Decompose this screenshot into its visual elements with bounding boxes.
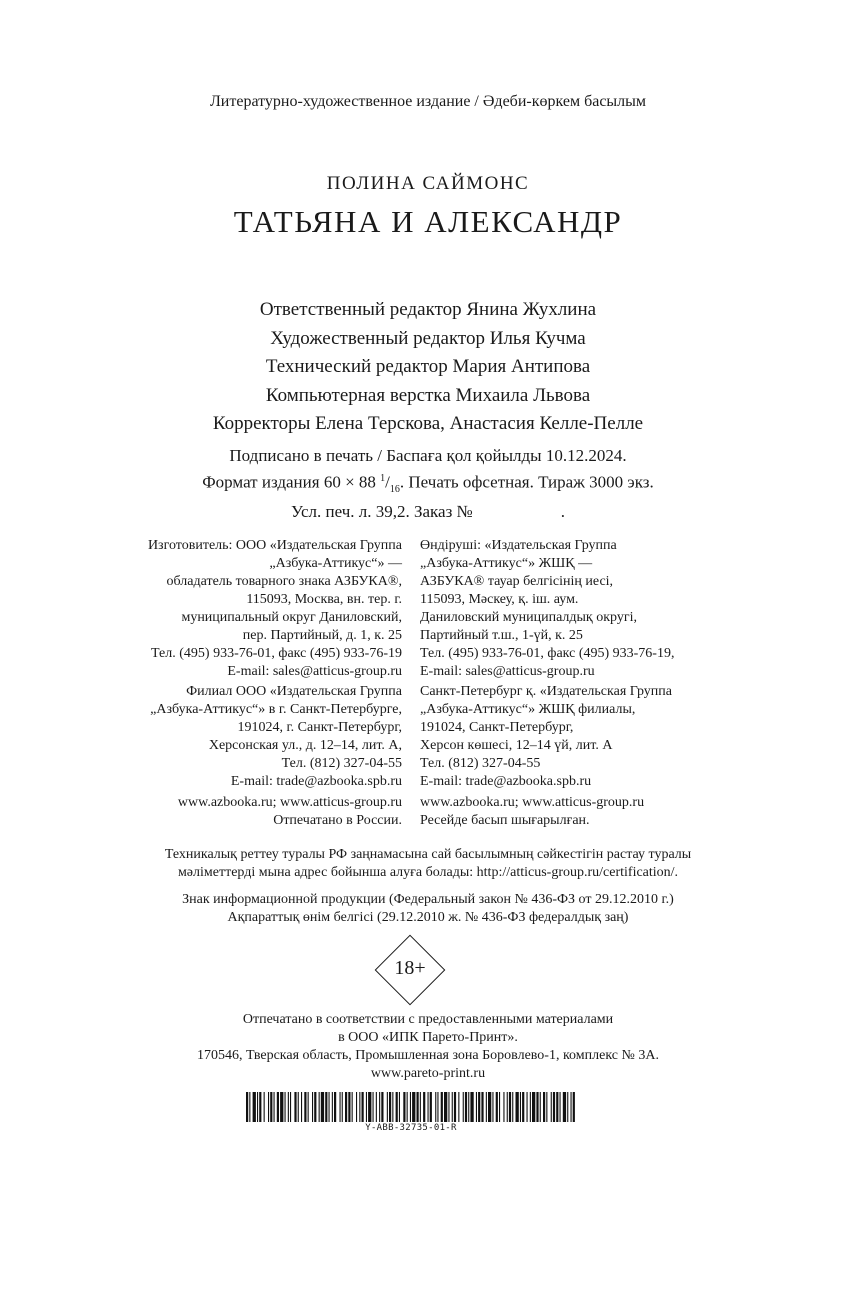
credits-block: [0, 296, 856, 439]
barcode-bar: [488, 1092, 491, 1122]
branch-kz-line: Тел. (812) 327-04-55: [420, 756, 541, 771]
barcode-bar: [522, 1092, 524, 1122]
barcode-bar: [546, 1092, 547, 1122]
barcode-bar: [463, 1092, 464, 1122]
barcode-bar: [345, 1092, 347, 1122]
sheets-text: Усл. печ. л. 39,2. Заказ №: [290, 502, 473, 522]
manufacturer-kz-line: 115093, Мәскеу, қ. іш. аум.: [420, 592, 579, 607]
manufacturer-kz: [420, 537, 740, 681]
barcode-bar: [259, 1092, 261, 1122]
barcode-bar: [314, 1092, 316, 1122]
barcode-bar: [246, 1092, 248, 1122]
manufacturer-ru-line: обладатель товарного знака АЗБУКА®,: [166, 574, 402, 589]
sheets-line: [0, 501, 856, 524]
barcode-bar: [366, 1092, 367, 1122]
manufacturer-kz-line: Даниловский муниципалдық округі,: [420, 610, 637, 625]
barcode-bar: [392, 1092, 393, 1122]
barcode-bar: [321, 1092, 324, 1122]
barcode-bar: [563, 1092, 566, 1122]
barcode-bar: [543, 1092, 545, 1122]
barcode-bar: [470, 1092, 473, 1122]
info-sign: [0, 891, 856, 927]
barcode-bar: [348, 1092, 350, 1122]
manufacturer-ru-line: муниципальный округ Даниловский,: [181, 610, 402, 625]
manufacturer-ru-line: 115093, Москва, вн. тер. г.: [246, 592, 402, 607]
credit-line: Корректоры Елена Терскова, Анастасия Келле-Пелле: [212, 413, 644, 434]
branch-ru-line: Херсонская ул., д. 12–14, лит. А,: [208, 738, 402, 753]
barcode-bar: [551, 1092, 552, 1122]
manufacturer-ru-line: „Азбука-Аттикус“» —: [269, 556, 402, 571]
barcode-bar: [420, 1092, 421, 1122]
barcode-bar: [290, 1092, 291, 1122]
branch-ru: [100, 683, 402, 791]
barcode-bar: [396, 1092, 398, 1122]
barcode-bar: [308, 1092, 309, 1122]
format-line: Формат издания 60 × 88 $^1/_{16}$. Печать офсетная. Тираж 3000 экз.: [202, 472, 654, 495]
barcode-bar: [410, 1092, 411, 1122]
branch-ru-line: Филиал ООО «Издательская Группа: [186, 684, 402, 699]
barcode-bar: [403, 1092, 405, 1122]
barcode-bar: [527, 1092, 528, 1122]
barcode-bar: [257, 1092, 258, 1122]
barcode-bar: [298, 1092, 299, 1122]
credit-line: Компьютерная верстка Михаила Львова: [265, 384, 591, 406]
barcode-bar: [379, 1092, 380, 1122]
printer-line: в ООО «ИПК Парето-Принт».: [338, 1030, 518, 1045]
barcode-bar: [329, 1092, 330, 1122]
barcode-bar: [412, 1092, 415, 1122]
manufacturer-ru-line: Тел. (495) 933-76-01, факс (495) 933-76-19: [151, 646, 402, 661]
barcode-bar: [264, 1092, 265, 1122]
barcode-bar: [274, 1092, 275, 1122]
printer-line: 170546, Тверская область, Промышленная зона Боровлево-1, комплекс № 3А.: [197, 1048, 659, 1063]
barcode-bar: [478, 1092, 480, 1122]
barcode-bar: [553, 1092, 555, 1122]
branch-ru-line: E-mail: trade@azbooka.spb.ru: [230, 774, 402, 789]
manufacturer-ru-line: E-mail: sales@atticus-group.ru: [227, 664, 402, 679]
manufacturer-kz-line: Тел. (495) 933-76-01, факс (495) 933-76-19,: [420, 646, 675, 661]
barcode-bar: [458, 1092, 459, 1122]
barcode-bar: [532, 1092, 535, 1122]
credit-line: Технический редактор Мария Антипова: [265, 356, 591, 377]
barcode-bar: [352, 1092, 353, 1122]
branch-ru-line: Тел. (812) 327-04-55: [281, 756, 402, 771]
barcode-bar: [441, 1092, 443, 1122]
printer-line: Отпечатано в соответствии с предоставленными материалами: [242, 1012, 614, 1027]
barcode-bar: [435, 1092, 436, 1122]
branch-kz-line: „Азбука-Аттикус“» ЖШҚ филиалы,: [420, 702, 636, 717]
branch-ru-line: 191024, г. Санкт-Петербург,: [237, 720, 402, 735]
printer-info: [0, 1011, 856, 1083]
format-denominator: 16: [389, 483, 400, 495]
branch-kz: [420, 683, 740, 791]
format-prefix: Формат издания 60 × 88: [202, 472, 381, 492]
barcode-bar: [540, 1092, 541, 1122]
barcode-bar: [556, 1092, 558, 1122]
credit-line: Ответственный редактор Янина Жухлина: [259, 299, 597, 320]
barcode-bar: [468, 1092, 469, 1122]
manufacturer-ru: [100, 537, 402, 681]
barcode-bar: [520, 1092, 521, 1122]
web-kz-line: www.azbooka.ru; www.atticus-group.ru: [420, 795, 645, 810]
tech-regulation-line: Техникалық реттеу туралы РФ заңнамасына сай басылымның сәйкестігін растау туралы: [164, 847, 692, 862]
manufacturer-ru-line: пер. Партийный, д. 1, к. 25: [242, 628, 402, 643]
barcode-label: Y-ABB-32735-01-R: [365, 1123, 457, 1133]
barcode-bar: [249, 1092, 250, 1122]
web-kz: [420, 794, 740, 830]
barcode-bar: [507, 1092, 508, 1122]
barcode-bar: [465, 1092, 467, 1122]
barcode-bar: [407, 1092, 408, 1122]
barcode: [246, 1092, 576, 1122]
barcode-bar: [268, 1092, 269, 1122]
branch-kz-line: 191024, Санкт-Петербург,: [420, 720, 574, 735]
barcode-bar: [376, 1092, 377, 1122]
age-rating-text: 18+: [394, 957, 426, 979]
manufacturer-kz-line: E-mail: sales@atticus-group.ru: [420, 664, 595, 679]
barcode-bar: [319, 1092, 320, 1122]
barcode-bar: [270, 1092, 272, 1122]
barcode-bar: [428, 1092, 429, 1122]
web-ru-line: www.azbooka.ru; www.atticus-group.ru: [177, 795, 402, 810]
web-kz-line: Ресейде басып шығарылған.: [420, 813, 590, 828]
barcode-bar: [512, 1092, 513, 1122]
branch-kz-line: E-mail: trade@azbooka.spb.ru: [420, 774, 592, 789]
branch-kz-line: Херсон көшесі, 12–14 үй, лит. А: [420, 738, 613, 753]
barcode-bar: [573, 1092, 575, 1122]
barcode-bar: [294, 1092, 296, 1122]
barcode-bar: [499, 1092, 500, 1122]
barcode-bar: [444, 1092, 447, 1122]
barcode-bar: [437, 1092, 438, 1122]
manufacturer-kz-line: Партийный т.ш., 1-үй, к. 25: [420, 628, 583, 643]
age-rating-badge: [374, 936, 446, 1004]
sheets-end: .: [560, 502, 566, 522]
info-sign-line: Ақпараттық өнім белгісі (29.12.2010 ж. № 436-ФЗ федералдық заң): [227, 910, 629, 925]
barcode-bar: [417, 1092, 419, 1122]
author-name: ПОЛИНА САЙМОНС: [326, 173, 530, 194]
genre-line: Литературно-художественное издание / Әдеби-көркем басылым: [209, 93, 647, 110]
barcode-bar: [277, 1092, 279, 1122]
tech-regulation: [0, 846, 856, 882]
info-sign-line: Знак информационной продукции (Федеральный закон № 436-ФЗ от 29.12.2010 г.): [182, 892, 674, 907]
barcode-bar: [448, 1092, 449, 1122]
barcode-bar: [280, 1092, 283, 1122]
manufacturer-ru-line: Изготовитель: ООО «Издательская Группа: [147, 538, 402, 553]
barcode-bar: [342, 1092, 343, 1122]
barcode-bar: [423, 1092, 425, 1122]
barcode-bar: [387, 1092, 388, 1122]
manufacturer-kz-line: Өндіруші: «Издательская Группа: [420, 538, 617, 553]
manufacturer-kz-line: „Азбука-Аттикус“» ЖШҚ —: [420, 556, 593, 571]
manufacturer-kz-line: АЗБУКА® тауар белгісінің иесі,: [420, 574, 614, 589]
barcode-bar: [288, 1092, 289, 1122]
format-numerator: 1: [380, 472, 386, 484]
barcode-bar: [312, 1092, 313, 1122]
web-ru: [100, 794, 402, 830]
barcode-bar: [567, 1092, 568, 1122]
credit-line: Художественный редактор Илья Кучма: [270, 327, 586, 349]
barcode-bar: [496, 1092, 498, 1122]
barcode-bar: [368, 1092, 371, 1122]
web-ru-line: Отпечатано в России.: [273, 813, 402, 828]
barcode-bar: [381, 1092, 383, 1122]
barcode-bar: [334, 1092, 336, 1122]
barcode-bar: [285, 1092, 286, 1122]
barcode-bar: [492, 1092, 493, 1122]
barcode-bar: [571, 1092, 572, 1122]
barcode-bar: [516, 1092, 519, 1122]
barcode-bar: [325, 1092, 327, 1122]
print-info: [0, 445, 856, 524]
barcode-bar: [304, 1092, 306, 1122]
barcode-bar: [536, 1092, 538, 1122]
barcode-bar: [359, 1092, 360, 1122]
printer-line: www.pareto-print.ru: [370, 1066, 486, 1081]
barcode-bar: [301, 1092, 302, 1122]
barcode-bar: [476, 1092, 477, 1122]
barcode-bar: [452, 1092, 453, 1122]
barcode-bar: [481, 1092, 483, 1122]
barcode-bar: [389, 1092, 391, 1122]
barcode-bar: [332, 1092, 333, 1122]
tech-regulation-line: мәліметтерді мына адрес бойынша алуға болады: http://atticus-group.ru/certification/.: [177, 865, 679, 880]
barcode-bar: [253, 1092, 256, 1122]
barcode-bar: [356, 1092, 357, 1122]
barcode-bar: [362, 1092, 364, 1122]
barcode-bar: [430, 1092, 432, 1122]
barcode-bar: [340, 1092, 341, 1122]
format-suffix: . Печать офсетная. Тираж 3000 экз.: [399, 472, 654, 492]
barcode-bar: [560, 1092, 561, 1122]
barcode-bar: [530, 1092, 531, 1122]
branch-kz-line: Санкт-Петербург қ. «Издательская Группа: [420, 684, 672, 699]
signed-line: Подписано в печать / Баспаға қол қойылды 10.12.2024.: [229, 446, 627, 465]
barcode-bar: [509, 1092, 511, 1122]
branch-ru-line: „Азбука-Аттикус“» в г. Санкт-Петербурге,: [150, 702, 402, 717]
barcode-bar: [399, 1092, 400, 1122]
barcode-bar: [486, 1092, 487, 1122]
barcode-bar: [373, 1092, 374, 1122]
barcode-bar: [503, 1092, 504, 1122]
book-title: ТАТЬЯНА И АЛЕКСАНДР: [233, 204, 623, 239]
barcode-bar: [454, 1092, 456, 1122]
